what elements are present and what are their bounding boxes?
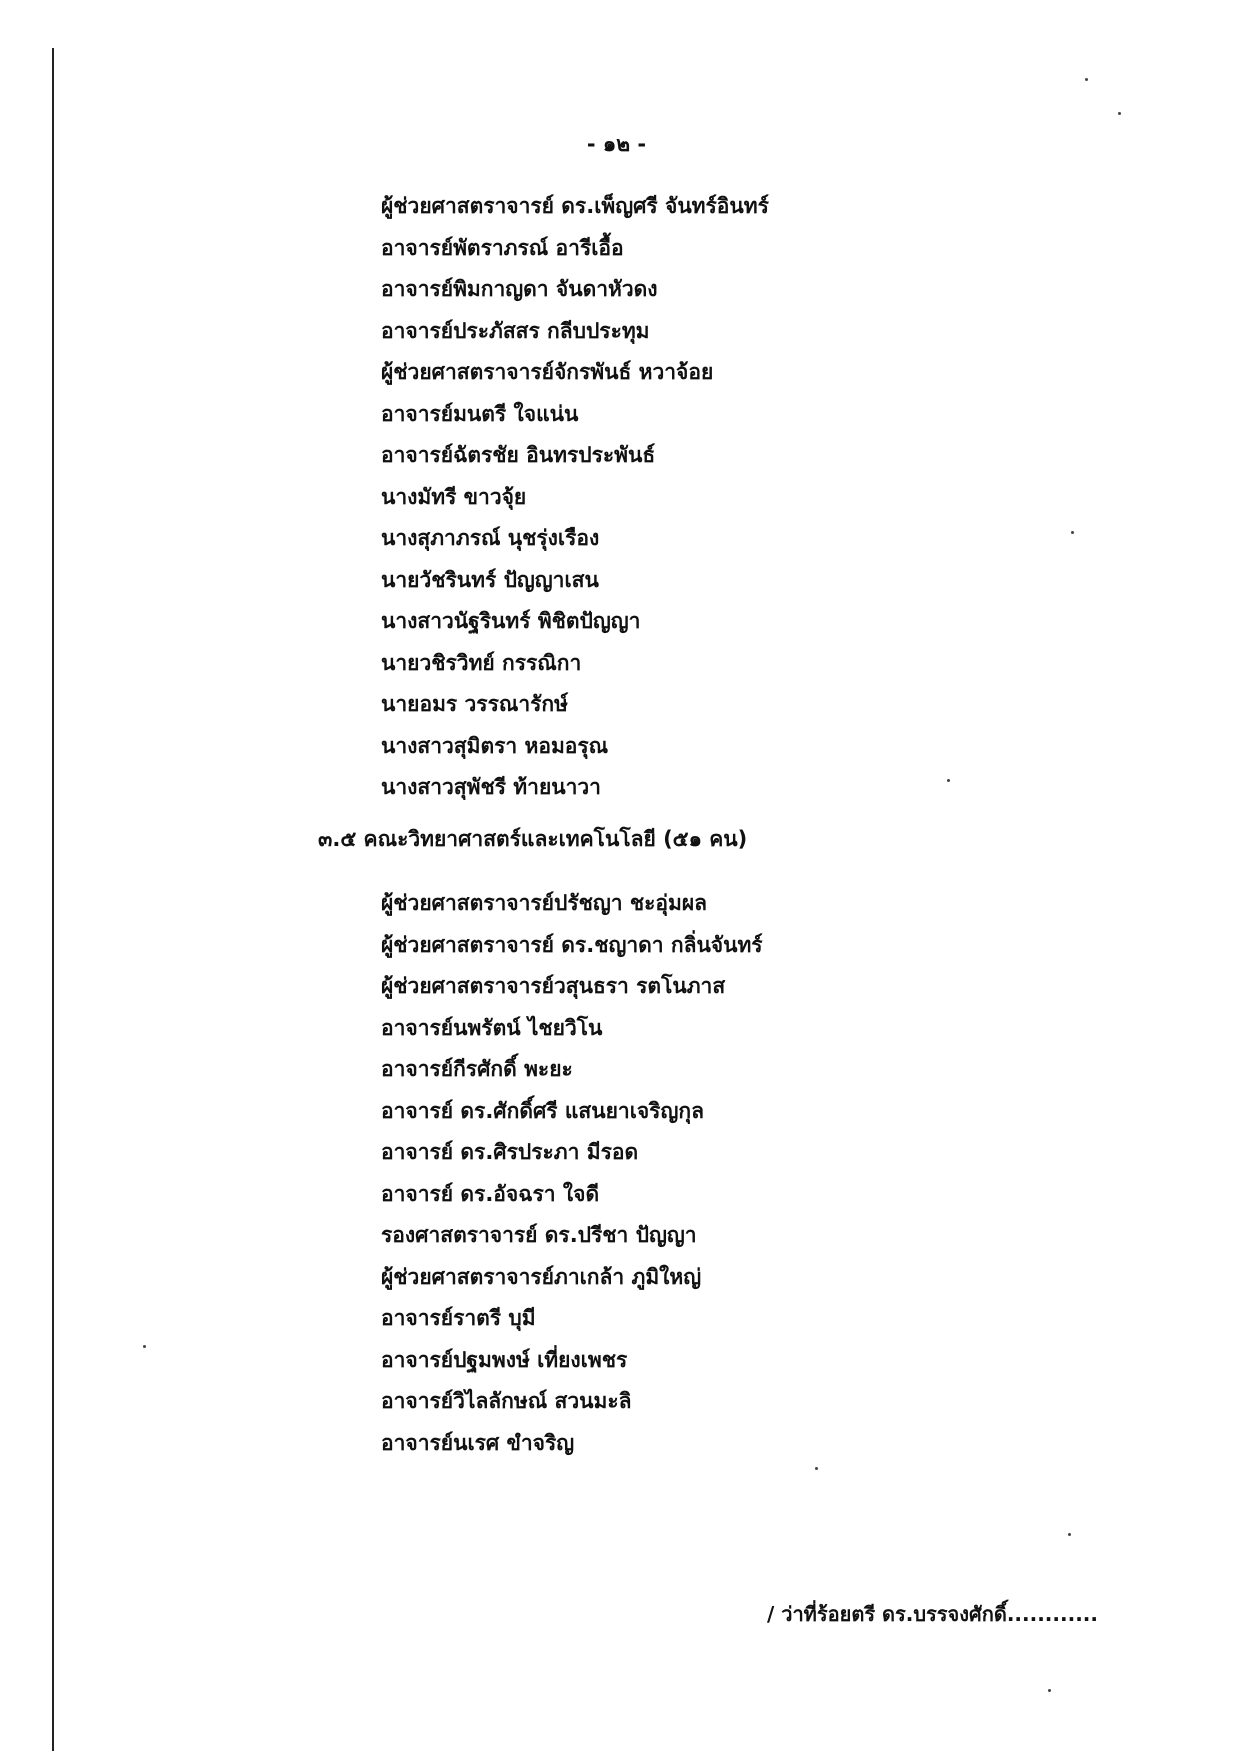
list-item: ผู้ช่วยศาสตราจารย์ ดร.ชญาดา กลิ่นจันทร์ [381, 932, 763, 957]
list-item: ผู้ช่วยศาสตราจารย์ ดร.เพ็ญศรี จันทร์อินทร์ [381, 194, 769, 218]
list-item: ผู้ช่วยศาสตราจารย์ปรัชญา ชะอุ่มผล [381, 891, 708, 915]
list-item: รองศาสตราจารย์ ดร.ปรีชา ปัญญา [381, 1223, 697, 1247]
scan-speck [143, 1345, 146, 1348]
list-item: อาจารย์ ดร.ศักดิ์ศรี แสนยาเจริญกุล [381, 1098, 704, 1123]
list-item: อาจารย์พัตราภรณ์ อารีเอื้อ [381, 235, 624, 260]
list-item: นายอมร วรรณารักษ์ [381, 692, 568, 716]
list-item: อาจารย์กีรศักดิ์ พะยะ [381, 1057, 573, 1081]
list-item: ผู้ช่วยศาสตราจารย์วสุนธรา รตโนภาส [381, 974, 726, 998]
list-item: อาจารย์ราตรี บุมี [381, 1306, 536, 1330]
list-item: อาจารย์วิไลลักษณ์ สวนมะลิ [381, 1389, 632, 1413]
scan-speck [1068, 1533, 1071, 1536]
list-item: นายวัชรินทร์ ปัญญาเสน [381, 567, 599, 592]
list-item: ผู้ช่วยศาสตราจารย์จักรพันธ์ หวาจ้อย [381, 360, 714, 384]
list-item: นายวชิรวิทย์ กรรณิกา [381, 650, 582, 675]
name-list-top [381, 186, 769, 809]
page-number: - ๑๒ - [586, 132, 647, 156]
list-item: นางสุภาภรณ์ นุชรุ่งเรือง [381, 526, 600, 550]
list-item: อาจารย์พิมกาญดา จันดาหัวดง [381, 277, 658, 301]
list-item: ผู้ช่วยศาสตราจารย์ภาเกล้า ภูมิใหญ่ [381, 1264, 702, 1289]
left-margin-line [52, 48, 54, 1751]
list-item: นางมัทรี ขาวจุ้ย [381, 484, 527, 509]
list-item: อาจารย์ ดร.ศิรประภา มีรอด [381, 1140, 639, 1164]
list-item: อาจารย์นพรัตน์ ไชยวิโน [381, 1015, 603, 1040]
scan-speck [1118, 112, 1121, 115]
list-item: นางสาวสุพัชรี ท้ายนาวา [381, 775, 601, 799]
list-item: อาจารย์นเรศ ขำจริญ [381, 1430, 575, 1455]
scan-speck [1085, 78, 1088, 81]
continuation-note: / ว่าที่ร้อยตรี ดร.บรรจงศักดิ์............ [766, 1602, 1098, 1626]
list-item: อาจารย์ ดร.อัจฉรา ใจดี [381, 1181, 600, 1206]
section-heading: ๓.๕ คณะวิทยาศาสตร์และเทคโนโลยี (๕๑ คน) [318, 827, 748, 851]
list-item: อาจารย์ฉัตรชัย อินทรประพันธ์ [381, 443, 656, 467]
list-item: อาจารย์มนตรี ใจแน่น [381, 401, 579, 426]
list-item: อาจารย์ประภัสสร กลีบประทุม [381, 318, 650, 343]
list-item: นางสาวสุมิตรา หอมอรุณ [381, 733, 609, 758]
scan-speck [947, 779, 950, 782]
scan-speck [1071, 531, 1074, 534]
list-item: อาจารย์ปฐมพงษ์ เที่ยงเพชร [381, 1347, 628, 1372]
scan-speck [815, 1467, 818, 1470]
list-item: นางสาวนัฐรินทร์ พิชิตปัญญา [381, 609, 641, 633]
name-list-bottom [381, 883, 763, 1464]
scan-speck [1048, 1689, 1051, 1692]
